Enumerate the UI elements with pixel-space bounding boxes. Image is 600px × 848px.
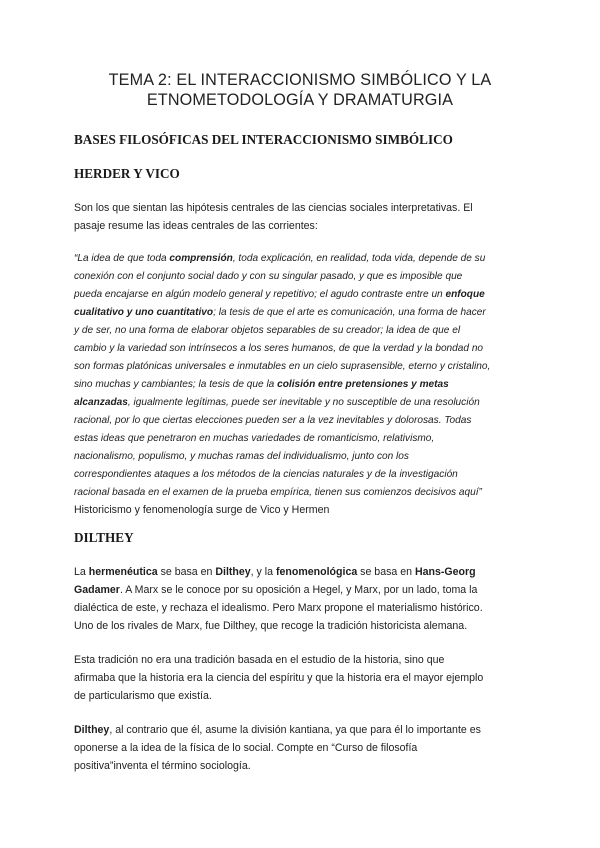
quote-emphasis: enfoque (445, 289, 485, 300)
quote-line: y de ser, no una forma de elaborar objetos separables de su creador; la idea de que el (74, 325, 461, 336)
quote-line: nacionalismo, populismo, y muchas ramas del individualismo, junto con los (74, 451, 409, 462)
title-line: TEMA 2: EL INTERACCIONISMO SIMBÓLICO Y LA (108, 71, 492, 89)
quote-line: estas ideas que penetraron en muchas variedades de romanticismo, relativismo, (74, 433, 435, 444)
quote-line: pueda encajarse en algún modelo general y repetitivo; el agudo contraste entre un enfoque (74, 289, 485, 300)
quote-emphasis: alcanzadas (74, 397, 128, 408)
quote-emphasis: colisión entre pretensiones y metas (277, 379, 449, 390)
paragraph-line: Gadamer. A Marx se le conoce por su oposición a Hegel, y Marx, por un lado, toma la (74, 584, 478, 596)
paragraph-line: positiva”inventa el término sociología. (74, 760, 251, 772)
quote-line: sino muchas y cambiantes; la tesis de que la colisión entre pretensiones y metas (74, 379, 449, 390)
quote-emphasis: cualitativo y uno cuantitativo (74, 307, 214, 318)
paragraph-line: oponerse a la idea de la física de lo social. Compte en “Curso de filosofía (74, 742, 418, 754)
paragraph-line: de particularismo que existía. (74, 690, 212, 702)
bold-term: Hans-Georg (414, 566, 476, 578)
bold-term: Dilthey (74, 724, 110, 736)
quote-line: cualitativo y uno cuantitativo; la tesis de que el arte es comunicación, una forma de hacer (74, 307, 486, 318)
paragraph-line: dialéctica de este, y rechaza el idealismo. Pero Marx propone el materialismo histórico. (74, 602, 483, 614)
quote-line: correspondientes ataques a los métodos de la ciencias naturales y de la investigación (74, 469, 458, 480)
heading-bases-filosoficas: BASES FILOSÓFICAS DEL INTERACCIONISMO SIMBÓLICO (74, 132, 453, 147)
quote-line: cambio y la variedad son intrínsecos a los seres humanos, de que la verdad y la bondad no (74, 343, 484, 354)
quote-line: racional, por lo que ciertas elecciones pueden ser a la vez inevitables y dolorosas. Todas (74, 415, 472, 426)
after-quote-line: Historicismo y fenomenología surge de Vico y Hermen (74, 504, 330, 516)
quote-line: conexión con el conjunto social dado y con su singular pasado, y que es imposible que (74, 271, 463, 282)
quote-line: “La idea de que toda comprensión, toda explicación, en realidad, toda vida, depende de su (74, 253, 486, 264)
paragraph-line: La hermenéutica se basa en Dilthey, y la fenomenológica se basa en Hans-Georg (74, 566, 476, 578)
title-line: ETNOMETODOLOGÍA Y DRAMATURGIA (146, 91, 454, 109)
quote-line: son formas platónicas universales e inmutables en un cielo suprasensible, eterno y cristalino, (74, 361, 491, 372)
bold-term: Gadamer (74, 584, 120, 596)
paragraph-line: Dilthey, al contrario que él, asume la división kantiana, ya que para él lo importante es (74, 724, 481, 736)
heading-dilthey: DILTHEY (74, 530, 134, 545)
bold-term: Dilthey (215, 566, 251, 578)
paragraph-line: afirmaba que la historia era la ciencia del espíritu y que la historia era el mayor ejemplo (74, 672, 484, 684)
paragraph-line: Esta tradición no era una tradición basada en el estudio de la historia, sino que (74, 654, 445, 666)
quote-line: alcanzadas, igualmente legítimas, puede ser inevitable y no susceptible de una resolución (74, 397, 480, 408)
quote-emphasis: comprensión (169, 253, 233, 264)
intro-line: pasaje resume las ideas centrales de las corrientes: (74, 220, 318, 232)
bold-term: fenomenológica (276, 566, 358, 578)
intro-line: Son los que sientan las hipótesis centrales de las ciencias sociales interpretativas. El (74, 202, 473, 214)
quote-line: racional basada en el examen de la prueba empírica, tienen sus comienzos decisivos aquí” (74, 487, 482, 498)
heading-herder-vico: HERDER Y VICO (74, 166, 180, 181)
document-title (60, 70, 540, 110)
paragraph-line: Uno de los rivales de Marx, fue Dilthey, que recoge la tradición historicista alemana. (74, 620, 468, 632)
bold-term: hermenéutica (88, 566, 158, 578)
